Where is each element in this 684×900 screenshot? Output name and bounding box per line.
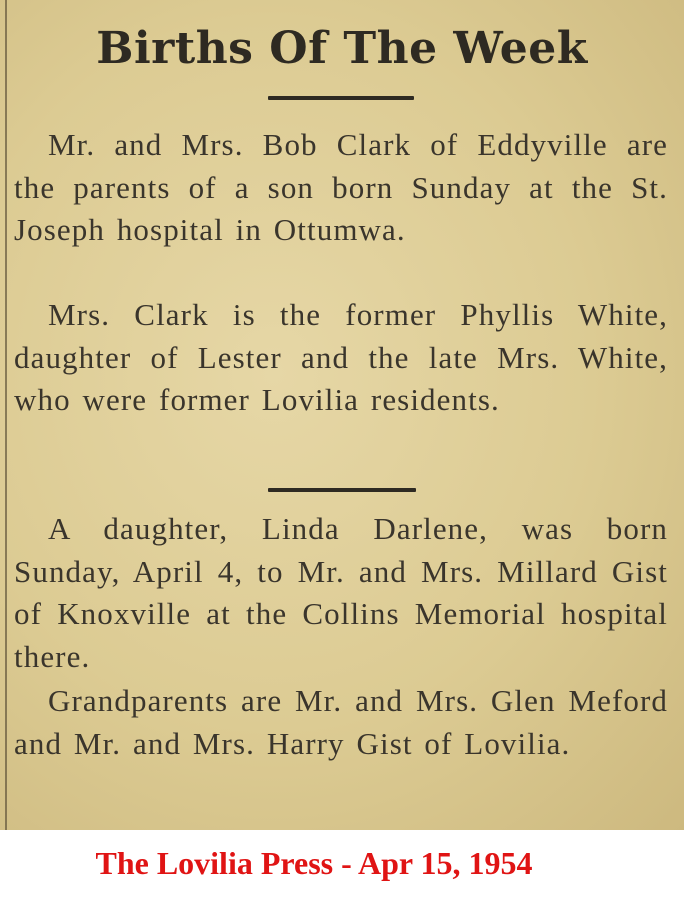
source-caption-text: The Lovilia Press - Apr 15, 1954 [95,845,533,881]
section-divider [268,488,416,492]
article-paragraph-2: Mrs. Clark is the former Phyllis White, daughter of Lester and the late Mrs. White, who were former Lovilia residents. [14,297,668,417]
article-headline: Births Of The Week [96,23,588,74]
article-paragraph-3: A daughter, Linda Darlene, was born Sunday, April 4, to Mr. and Mrs. Millard Gist of Knoxville at the Collins Memorial hospital there. [14,511,668,674]
headline-divider [268,96,414,100]
article-paragraph-1: Mr. and Mrs. Bob Clark of Eddyville are the parents of a son born Sunday at the St. Joseph hospital in Ottumwa. [14,127,668,247]
column-rule [5,0,7,830]
article-paragraph-4: Grandparents are Mr. and Mrs. Glen Meford and Mr. and Mrs. Harry Gist of Lovilia. [14,683,668,761]
source-caption [0,843,684,883]
